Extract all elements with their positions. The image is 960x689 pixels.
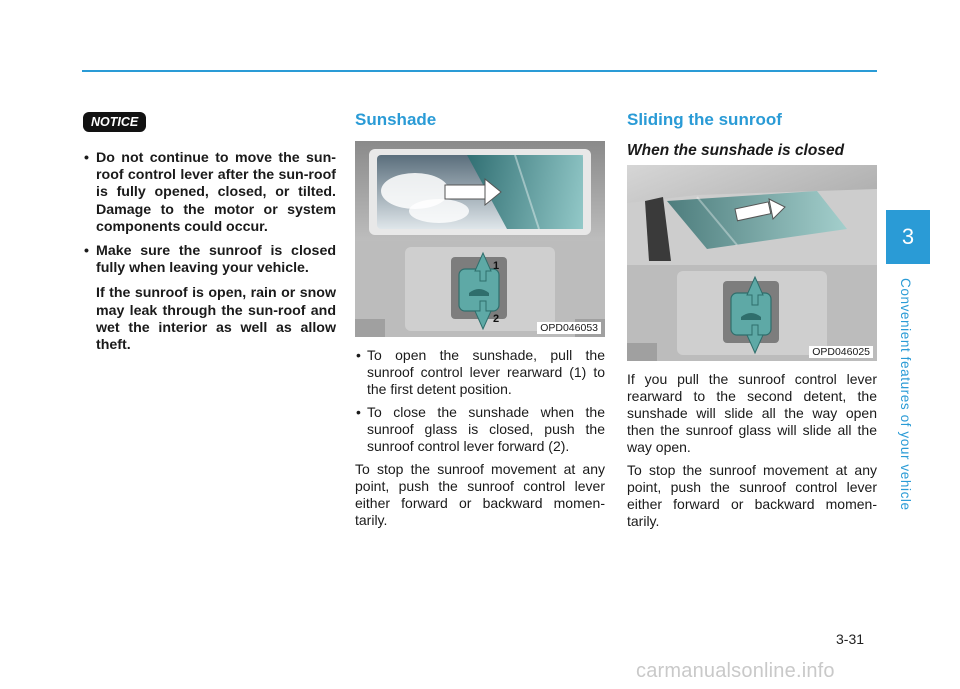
chapter-number: 3	[886, 210, 930, 264]
sunshade-list-item: • To close the sunshade when the sunroof glass is closed, push the sunroof control lever forward (2).	[355, 404, 605, 455]
sunshade-section	[355, 110, 605, 535]
notice-badge: NOTICE	[83, 112, 146, 132]
sunshade-illustration	[355, 141, 605, 337]
header-rule	[82, 70, 877, 72]
figure-callout-1: 1	[493, 260, 500, 272]
figure-code: OPD046025	[809, 346, 873, 358]
sliding-figure	[627, 165, 877, 361]
notice-item-subparagraph: If the sunroof is open, rain or snow may leak through the sun-roof and wet the interior as well as allow theft.	[96, 285, 336, 354]
sunshade-paragraph: To stop the sunroof movement at any point, push the sunroof control lever either forward or backward momen-tarily.	[355, 461, 605, 528]
figure-code: OPD046053	[537, 322, 601, 334]
watermark: carmanualsonline.info	[636, 660, 835, 682]
sunshade-list	[355, 347, 605, 455]
sunshade-figure	[355, 141, 605, 337]
sliding-paragraph: To stop the sunroof movement at any point, push the sunroof control lever either forward or backward momen-tarily.	[627, 462, 877, 529]
sliding-body	[627, 371, 877, 530]
sliding-paragraph: If you pull the sunroof control lever rearward to the second detent, the sunshade will slide all the way open then the sunroof glass will slide all the way open.	[627, 371, 877, 455]
sliding-subheading: When the sunshade is closed	[627, 142, 845, 159]
figure-callout-2: 2	[493, 313, 500, 325]
notice-item-text: Make sure the sunroof is closed fully when leaving your vehicle.	[96, 243, 336, 277]
notice-item	[82, 150, 336, 236]
sunshade-heading: Sunshade	[355, 110, 437, 129]
notice-list	[82, 150, 336, 354]
notice-column	[82, 112, 336, 361]
sliding-illustration	[627, 165, 877, 361]
sunshade-list-item: • To open the sunshade, pull the sunroof control lever rearward (1) to the first detent position.	[355, 347, 605, 398]
page-number: 3-31	[836, 631, 865, 647]
sliding-heading: Sliding the sunroof	[627, 110, 782, 129]
chapter-title: Convenient features of your vehicle	[898, 278, 913, 511]
notice-item	[82, 243, 336, 354]
sliding-section	[627, 110, 877, 536]
chapter-side-tab	[886, 210, 930, 511]
notice-item-text: Do not continue to move the sun-roof control lever after the sun-roof is fully opened, closed, or tilted. Damage to the motor or system components could occur.	[96, 150, 336, 235]
